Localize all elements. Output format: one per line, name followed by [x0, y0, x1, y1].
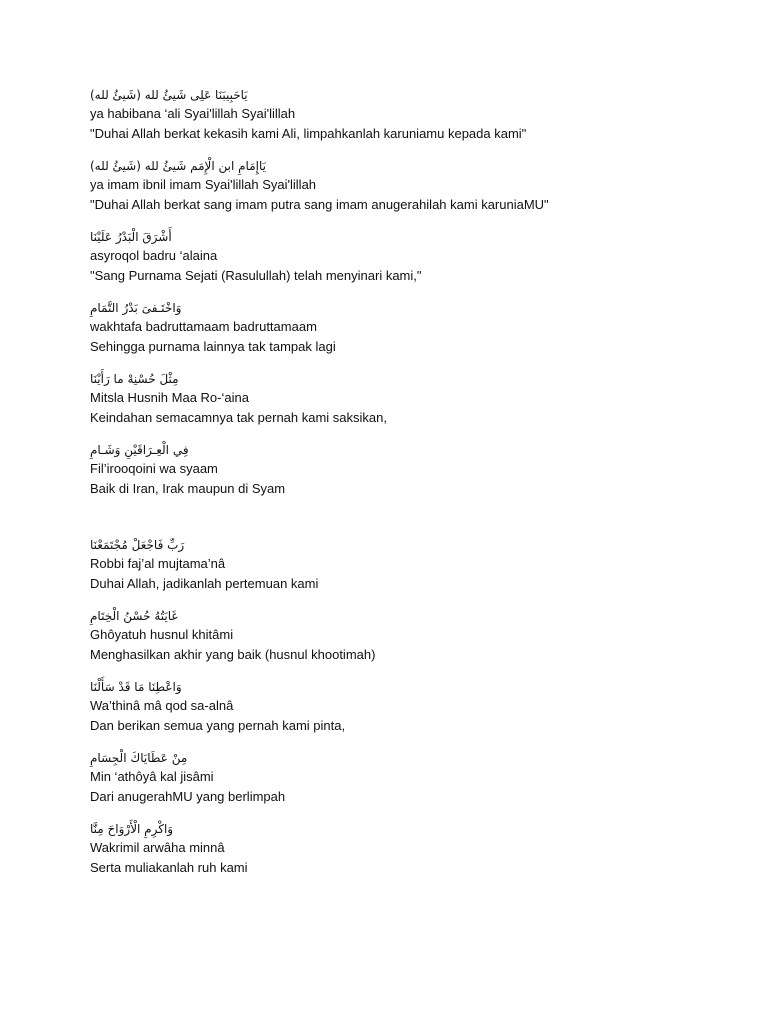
translation-line: Dari anugerahMU yang berlimpah — [90, 789, 286, 804]
arabic-line: رَبِّ فَاجْعَلْ مُجْتَمَعْنَا — [90, 538, 185, 552]
latin-line: Wa’thinâ mâ qod sa-alnâ — [90, 698, 234, 713]
latin-line: wakhtafa badruttamaam badruttamaam — [90, 319, 317, 334]
verse-10 — [90, 749, 690, 807]
translation-line: "Sang Purnama Sejati (Rasulullah) telah menyinari kami," — [90, 268, 422, 283]
translation-line: "Duhai Allah berkat kekasih kami Ali, limpahkanlah karuniamu kepada kami" — [90, 126, 527, 141]
translation-line: Sehingga purnama lainnya tak tampak lagi — [90, 339, 336, 354]
verse-3 — [90, 228, 690, 286]
arabic-line: مِثْلَ حُسْنِهْ ما رَأَيْنَا — [90, 372, 179, 386]
arabic-line: يَاإِمَامِ ابن الْإِمَم شَيئُ لله (شَيئُ لله) — [90, 159, 266, 173]
verse-4 — [90, 299, 690, 357]
arabic-line: يَاحَبِيبَنَا عَلِى شَيئُ لله (شَيئُ لله) — [90, 88, 248, 102]
translation-line: Serta muliakanlah ruh kami — [90, 860, 248, 875]
arabic-line: أَشْرَقَ الْبَدْرُ عَلَيْنَا — [90, 230, 172, 244]
verse-5 — [90, 370, 690, 428]
verse-6 — [90, 441, 690, 499]
latin-line: Robbi faj’al mujtama’nâ — [90, 556, 226, 571]
translation-line: "Duhai Allah berkat sang imam putra sang imam anugerahilah kami karuniaMU" — [90, 197, 549, 212]
arabic-line: فِي الْعِـرَاقَيْنِ وَشَـامِ — [90, 443, 189, 457]
latin-line: ya habibana ‘ali Syai'lillah Syai'lillah — [90, 106, 296, 121]
arabic-line: غَايَتُهُ حُسْنُ الْخِتَامِ — [90, 609, 178, 623]
translation-line: Dan berikan semua yang pernah kami pinta, — [90, 718, 346, 733]
latin-line: Mitsla Husnih Maa Ro-‘aina — [90, 390, 249, 405]
verse-7 — [90, 536, 690, 594]
arabic-line: وَاكْرِمِ الْأَرْوَاحَ مِنَّا — [90, 822, 174, 836]
translation-line: Keindahan semacamnya tak pernah kami saksikan, — [90, 410, 387, 425]
verse-11 — [90, 820, 690, 878]
verse-1 — [90, 86, 690, 144]
translation-line: Menghasilkan akhir yang baik (husnul khootimah) — [90, 647, 376, 662]
arabic-line: مِنْ عَطَايَاكَ الْجِسَامِ — [90, 751, 188, 765]
latin-line: ya imam ibnil imam Syai'lillah Syai'lillah — [90, 177, 317, 192]
latin-line: asyroqol badru ‘alaina — [90, 248, 218, 263]
verse-9 — [90, 678, 690, 736]
verse-2 — [90, 157, 690, 215]
latin-line: Wakrimil arwâha minnâ — [90, 840, 225, 855]
arabic-line: وَاخْتَـفىَ بَدْرُ التَّمَامِ — [90, 301, 182, 315]
latin-line: Fil’irooqoini wa syaam — [90, 461, 218, 476]
latin-line: Ghôyatuh husnul khitâmi — [90, 627, 234, 642]
verse-8 — [90, 607, 690, 665]
latin-line: Min ‘athôyâ kal jisâmi — [90, 769, 214, 784]
arabic-line: وَاعْطِنَا مَا قَدْ سَأَلْنَا — [90, 680, 182, 694]
translation-line: Baik di Iran, Irak maupun di Syam — [90, 481, 286, 496]
lyrics-content — [90, 86, 690, 891]
translation-line: Duhai Allah, jadikanlah pertemuan kami — [90, 576, 319, 591]
